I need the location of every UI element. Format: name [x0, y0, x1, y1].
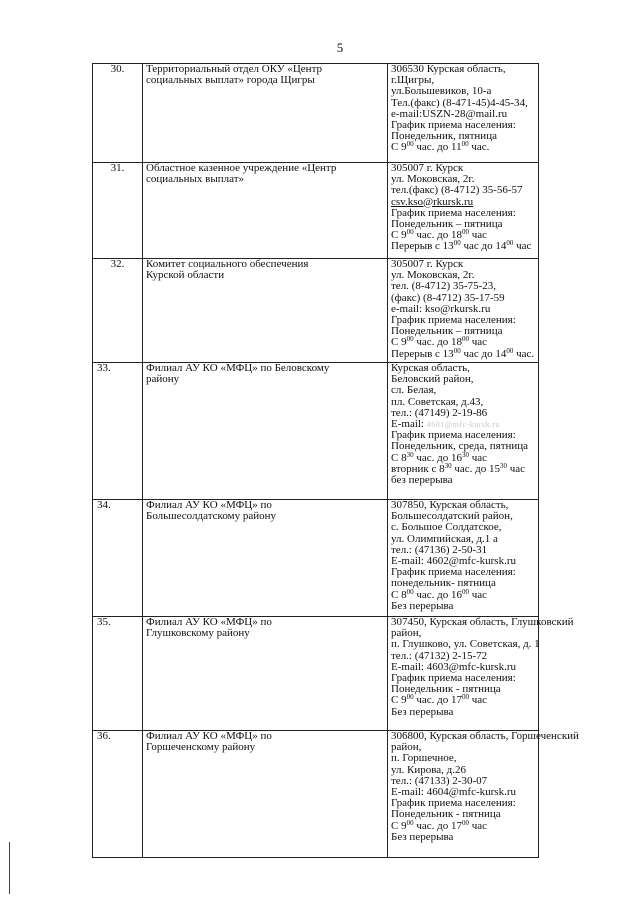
- hours-text: час: [469, 588, 488, 601]
- text-line: Понедельник – пятница: [391, 218, 503, 231]
- hours-text: час.: [513, 347, 535, 360]
- hours-superscript: 00: [462, 228, 469, 237]
- text-line: п. Глушково, ул. Советская, д. 1: [391, 638, 540, 651]
- hours-text: вторник с 8: [391, 462, 445, 475]
- institution-name: [143, 259, 388, 363]
- text-line: тел.: (47136) 2-50-31: [391, 543, 488, 556]
- text-line: Курская область,: [391, 362, 470, 374]
- hours-text: час: [469, 336, 488, 349]
- hours-superscript: 00: [461, 140, 469, 149]
- text-line: п. Горшечное,: [391, 752, 457, 765]
- hours-text: час: [469, 451, 488, 464]
- hours-superscript: 30: [444, 461, 452, 470]
- text-line: Областное казенное учреждение «Центр: [146, 162, 337, 174]
- text-line: График приема населения:: [391, 797, 516, 810]
- row-number: 32.: [93, 259, 143, 363]
- text-line: Территориальный отдел ОКУ «Центр: [146, 63, 323, 75]
- text-line: Филиал АУ КО «МФЦ» по: [146, 499, 272, 511]
- text-line: График приема населения:: [391, 429, 516, 442]
- text-line: Филиал АУ КО «МФЦ» по: [146, 730, 272, 742]
- text-line: без перерыва: [391, 474, 453, 487]
- hours-superscript: 00: [462, 587, 469, 596]
- hours-superscript: 30: [500, 461, 507, 470]
- text-line: 305007 г. Курск: [391, 258, 464, 270]
- text-line: ул. Кирова, д.26: [391, 763, 467, 776]
- hours-text: час. до 17: [413, 694, 462, 707]
- text-line: 306800, Курская область, Горшеченский: [391, 730, 579, 742]
- hours-text: С 8: [391, 588, 407, 601]
- hours-superscript: 00: [406, 818, 414, 827]
- page-number: 5: [336, 40, 344, 55]
- text-line: Без перерыва: [391, 599, 454, 612]
- text-line: тел.: (47149) 2-19-86: [391, 406, 488, 419]
- hours-line: [391, 346, 535, 360]
- text-line: График приема населения:: [391, 672, 516, 685]
- text-line: социальных выплат»: [146, 173, 245, 186]
- hours-text: час. до 18: [413, 229, 462, 242]
- hours-text: С 9: [391, 141, 407, 154]
- hours-text: С 9: [391, 819, 407, 832]
- hours-text: час. до 17: [413, 819, 462, 832]
- hours-superscript: 00: [506, 239, 514, 248]
- text-line: Филиал АУ КО «МФЦ» по Беловскому: [146, 362, 330, 374]
- row-number: 33.: [93, 363, 143, 500]
- hours-text: час. до 18: [413, 336, 462, 349]
- text-line: Без перерыва: [391, 830, 454, 843]
- institution-name: [143, 617, 388, 731]
- hours-superscript: 00: [406, 140, 414, 149]
- hours-text: час.: [468, 141, 490, 154]
- hours-text: Перерыв с 13: [391, 347, 454, 360]
- margin-mark: [9, 842, 10, 894]
- text-line: социальных выплат» города Щигры: [146, 74, 315, 87]
- hours-superscript: 00: [406, 587, 414, 596]
- text-line: тел.(факс) (8-4712) 35-56-57: [391, 184, 523, 197]
- text-line: Курской области: [146, 269, 225, 282]
- table-row: [93, 363, 539, 500]
- text-line: e-mail: kso@rkursk.ru: [391, 302, 491, 315]
- email-value: 4601@mfc-kursk.ru: [426, 420, 501, 430]
- text-line: району: [146, 373, 180, 386]
- text-line: ул. Олимпийская, д.1 а: [391, 532, 498, 545]
- hours-superscript: 00: [462, 335, 469, 344]
- text-line: Без перерыва: [391, 705, 454, 718]
- row-number: 35.: [93, 617, 143, 731]
- text-line: Филиал АУ КО «МФЦ» по: [146, 616, 272, 628]
- institution-name: [143, 500, 388, 617]
- hours-text: Перерыв с 13: [391, 240, 454, 253]
- text-line: E-mail: 4602@mfc-kursk.ru: [391, 555, 516, 568]
- text-line: тел.: (47132) 2-15-72: [391, 649, 488, 662]
- contact-info: [388, 163, 539, 259]
- text-line: Понедельник - пятница: [391, 808, 501, 821]
- text-line: район,: [391, 741, 422, 754]
- text-line: Тел.(факс) (8-471-45)4-45-34,: [391, 96, 528, 109]
- hours-text: час. до 11: [413, 141, 462, 154]
- text-line: Понедельник, пятница: [391, 130, 497, 143]
- text-line: 306530 Курская область,: [391, 63, 506, 75]
- text-line: График приема населения:: [391, 314, 516, 327]
- row-number: 36.: [93, 731, 143, 858]
- text-line: пл. Советская, д.43,: [391, 395, 484, 408]
- text-line: ул. Моковская, 2г.: [391, 269, 475, 282]
- hours-superscript: 00: [453, 346, 461, 355]
- email-label: E-mail:: [391, 418, 424, 431]
- hours-text: час. до 16: [413, 451, 462, 464]
- hours-text: час до 14: [460, 347, 507, 360]
- hours-superscript: 00: [462, 693, 469, 702]
- text-line: e-mail:USZN-28@mail.ru: [391, 107, 508, 120]
- hours-text: час: [469, 694, 488, 707]
- row-number: 34.: [93, 500, 143, 617]
- text-line: тел. (8-4712) 35-75-23,: [391, 280, 496, 293]
- text-line: Понедельник, среда, пятница: [391, 440, 529, 453]
- hours-text: час до 14: [460, 240, 507, 253]
- hours-text: С 9: [391, 336, 407, 349]
- hours-text: час: [507, 462, 526, 475]
- text-line: Комитет социального обеспечения: [146, 258, 309, 270]
- hours-text: С 9: [391, 694, 407, 707]
- table-row: [93, 617, 539, 731]
- text-line: район,: [391, 627, 422, 640]
- text-line: E-mail: 4603@mfc-kursk.ru: [391, 660, 516, 673]
- hours-superscript: 00: [453, 239, 461, 248]
- contact-info: [388, 259, 539, 363]
- hours-line: [391, 241, 535, 252]
- hours-text: час. до 16: [413, 588, 462, 601]
- text-line: Глушковскому району: [146, 627, 250, 640]
- hours-superscript: 00: [506, 346, 514, 355]
- text-line: с. Большое Солдатское,: [391, 521, 502, 534]
- hours-text: час: [469, 229, 488, 242]
- text-line: тел.: (47133) 2-30-07: [391, 774, 488, 787]
- text-line: сл. Белая,: [391, 384, 437, 397]
- hours-text: час. до 15: [451, 462, 500, 475]
- hours-superscript: 00: [462, 818, 469, 827]
- hours-superscript: 00: [406, 228, 414, 237]
- hours-superscript: 00: [406, 693, 414, 702]
- text-line: 307450, Курская область, Глушковский: [391, 616, 574, 628]
- text-line: (факс) (8-4712) 35-17-59: [391, 291, 505, 304]
- row-number: 31.: [93, 163, 143, 259]
- contact-info: [388, 363, 539, 500]
- text-line: График приема населения:: [391, 206, 516, 219]
- hours-superscript: 00: [406, 335, 414, 344]
- text-line: График приема населения:: [391, 566, 516, 579]
- text-line: ул.Большевиков, 10-а: [391, 85, 492, 98]
- table-row: [93, 259, 539, 363]
- hours-text: С 9: [391, 229, 407, 242]
- hours-superscript: 30: [462, 450, 469, 459]
- hours-superscript: 30: [406, 450, 414, 459]
- institution-name: [143, 64, 388, 163]
- institution-name: [143, 731, 388, 858]
- contact-info: [388, 730, 579, 858]
- text-line: Горшеченскому району: [146, 741, 256, 754]
- hours-text: С 8: [391, 451, 407, 464]
- row-number: 30.: [93, 64, 143, 163]
- text-line: Беловский район,: [391, 373, 474, 386]
- contact-info: [388, 500, 539, 617]
- contact-info: [388, 616, 574, 731]
- table-row: [93, 731, 539, 858]
- text-line: Понедельник – пятница: [391, 325, 503, 338]
- text-line: понедельник- пятница: [391, 577, 496, 590]
- hours-text: час: [513, 240, 532, 253]
- text-line: ул. Моковская, 2г.: [391, 173, 475, 186]
- hours-text: час: [469, 819, 488, 832]
- table-row: [93, 163, 539, 259]
- contact-info: [388, 64, 539, 163]
- institutions-table: [92, 63, 579, 858]
- text-line: г.Щигры,: [391, 74, 435, 87]
- text-line: csv.kso@rkursk.ru: [391, 195, 474, 208]
- institution-name: [143, 363, 388, 500]
- hours-line: [391, 695, 535, 706]
- text-line: E-mail: 4604@mfc-kursk.ru: [391, 786, 516, 799]
- hours-line: [391, 142, 535, 153]
- text-line: График приема населения:: [391, 119, 516, 132]
- text-line: 307850, Курская область,: [391, 499, 509, 511]
- table-row: [93, 64, 539, 163]
- table-row: [93, 500, 539, 617]
- text-line: Понедельник - пятница: [391, 683, 501, 696]
- institution-name: [143, 163, 388, 259]
- text-line: Большесолдатский район,: [391, 510, 513, 523]
- text-line: Большесолдатскому району: [146, 510, 276, 523]
- text-line: 305007 г. Курск: [391, 162, 464, 174]
